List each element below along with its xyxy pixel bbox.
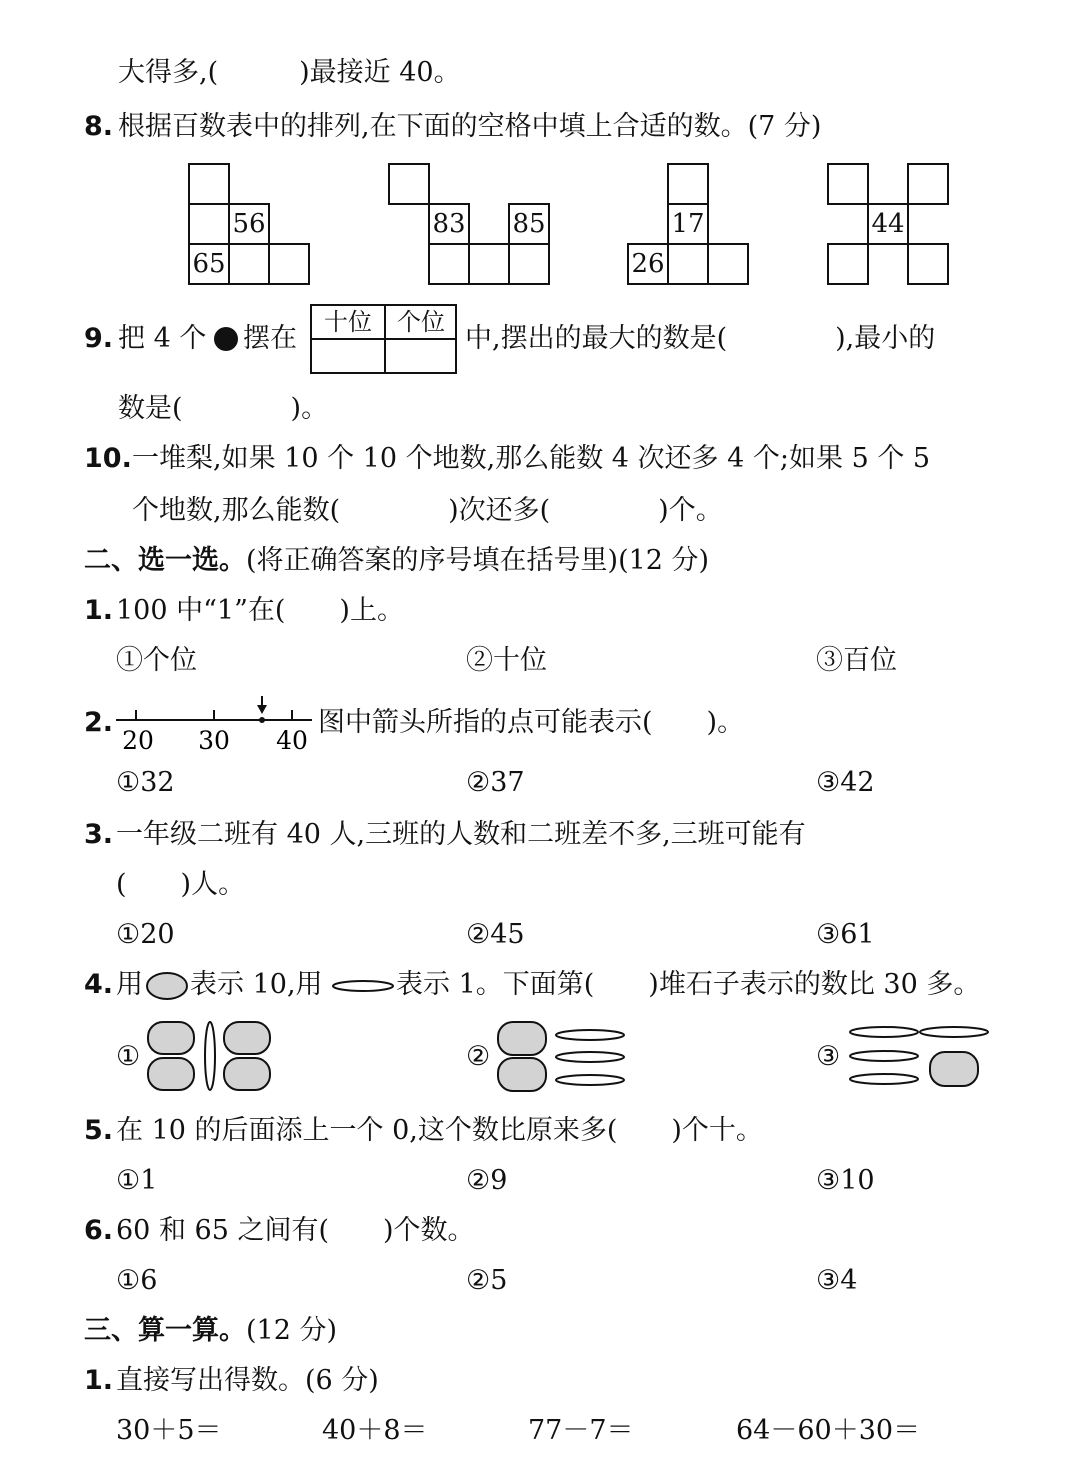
question-text: 表示 10,用 [190, 969, 323, 1000]
section-title: 二、选一选。 [84, 545, 246, 576]
option-1[interactable]: ①个位 [116, 645, 197, 676]
question-text: 用 [116, 969, 143, 1000]
grid-cell [508, 203, 550, 245]
number-line [112, 694, 318, 758]
question-text: 表示 1。下面第( )堆石子表示的数比 30 多。 [396, 969, 981, 1000]
question-number: 5. [84, 1115, 114, 1146]
question-text: 图中箭头所指的点可能表示( )。 [318, 707, 745, 738]
section-note: (12 分) [246, 1315, 338, 1346]
question-number: 3. [84, 819, 114, 850]
question-text: 根据百数表中的排列,在下面的空格中填上合适的数。(7 分) [118, 111, 822, 142]
grid-number: 65 [192, 249, 226, 279]
grid-cell[interactable] [388, 163, 430, 205]
option-3[interactable]: ③10 [816, 1165, 875, 1196]
question-text: 直接写出得数。(6 分) [116, 1365, 379, 1396]
tick-label: 20 [122, 726, 154, 755]
stone-pile-3[interactable] [844, 1018, 994, 1096]
question-text: 个地数,那么能数( )次还多( )个。 [132, 495, 723, 526]
grid-number: 17 [671, 209, 705, 239]
calc-item[interactable]: 77－7＝ [528, 1415, 634, 1446]
grid-cell[interactable] [268, 243, 310, 285]
grid-number: 44 [871, 209, 905, 239]
grid-cell[interactable] [827, 243, 869, 285]
option-1[interactable]: ①6 [116, 1265, 158, 1296]
option-3[interactable]: ③42 [816, 767, 875, 798]
question-text: 一年级二班有 40 人,三班的人数和二班差不多,三班可能有 [116, 819, 806, 850]
question-text: 数是( )。 [118, 393, 329, 424]
option-2[interactable]: ② [466, 1041, 491, 1072]
grid-cell[interactable] [228, 243, 270, 285]
option-1[interactable]: ①32 [116, 767, 175, 798]
question-text: 摆在 [243, 323, 297, 354]
grid-cell[interactable] [188, 163, 230, 205]
tick-label: 40 [276, 726, 308, 755]
option-2[interactable]: ②5 [466, 1265, 508, 1296]
option-3[interactable]: ③ [816, 1041, 841, 1072]
question-number: 1. [84, 595, 114, 626]
grid-cell [188, 243, 230, 285]
grid-cell[interactable] [188, 203, 230, 245]
question-text: 60 和 65 之间有( )个数。 [116, 1215, 475, 1246]
question-number: 1. [84, 1365, 114, 1396]
ones-column-header: 个位 [397, 308, 445, 336]
question-number: 4. [84, 969, 114, 1000]
section-title: 三、算一算。 [84, 1315, 246, 1346]
grid-cell[interactable] [508, 243, 550, 285]
grid-number: 56 [232, 209, 266, 239]
option-2[interactable]: ②45 [466, 919, 525, 950]
section-note: (将正确答案的序号填在括号里)(12 分) [246, 545, 710, 576]
question-text: 100 中“1”在( )上。 [116, 595, 404, 626]
option-3[interactable]: ③4 [816, 1265, 858, 1296]
grid-number: 26 [631, 249, 665, 279]
grid-cell [867, 203, 909, 245]
grid-cell[interactable] [667, 163, 709, 205]
grid-cell [667, 203, 709, 245]
grid-cell[interactable] [468, 243, 510, 285]
tens-column-header: 十位 [324, 308, 372, 336]
option-1[interactable]: ① [116, 1041, 141, 1072]
option-2[interactable]: ②9 [466, 1165, 508, 1196]
grid-cell [428, 203, 470, 245]
stone-pile-2[interactable] [494, 1018, 634, 1096]
question-text: 中,摆出的最大的数是( ),最小的 [465, 323, 936, 354]
small-stone-icon [330, 976, 396, 996]
question-text: 把 4 个 [118, 323, 207, 354]
tick-label: 30 [198, 726, 230, 755]
black-dot-icon [214, 327, 238, 351]
question-number: 6. [84, 1215, 114, 1246]
option-1[interactable]: ①20 [116, 919, 175, 950]
question-number: 8. [84, 111, 114, 142]
grid-cell [228, 203, 270, 245]
calc-item[interactable]: 40＋8＝ [322, 1415, 428, 1446]
stone-pile-1[interactable] [142, 1018, 276, 1096]
option-1[interactable]: ①1 [116, 1165, 158, 1196]
question-number: 10. [84, 443, 132, 474]
grid-cell[interactable] [428, 243, 470, 285]
grid-number: 83 [432, 209, 466, 239]
grid-cell[interactable] [827, 163, 869, 205]
grid-cell[interactable] [667, 243, 709, 285]
question-number: 9. [84, 323, 114, 354]
calc-item[interactable]: 30＋5＝ [116, 1415, 222, 1446]
option-2[interactable]: ②十位 [466, 645, 547, 676]
calc-item[interactable]: 64－60＋30＝ [736, 1415, 921, 1446]
option-2[interactable]: ②37 [466, 767, 525, 798]
question-text: 在 10 的后面添上一个 0,这个数比原来多( )个十。 [116, 1115, 763, 1146]
question-text: 一堆梨,如果 10 个 10 个地数,那么能数 4 次还多 4 个;如果 5 个 5 [132, 443, 931, 474]
big-stone-icon [144, 970, 190, 1002]
question-number: 2. [84, 707, 114, 738]
grid-number: 85 [512, 209, 546, 239]
continued-question-text: 大得多,( )最接近 40。 [118, 57, 461, 88]
down-arrow-icon [257, 705, 267, 714]
option-3[interactable]: ③61 [816, 919, 875, 950]
option-3[interactable]: ③百位 [816, 645, 897, 676]
grid-cell[interactable] [707, 243, 749, 285]
place-value-table [310, 304, 457, 374]
question-text: ( )人。 [116, 869, 246, 900]
grid-cell[interactable] [907, 163, 949, 205]
grid-cell[interactable] [907, 243, 949, 285]
grid-cell [627, 243, 669, 285]
